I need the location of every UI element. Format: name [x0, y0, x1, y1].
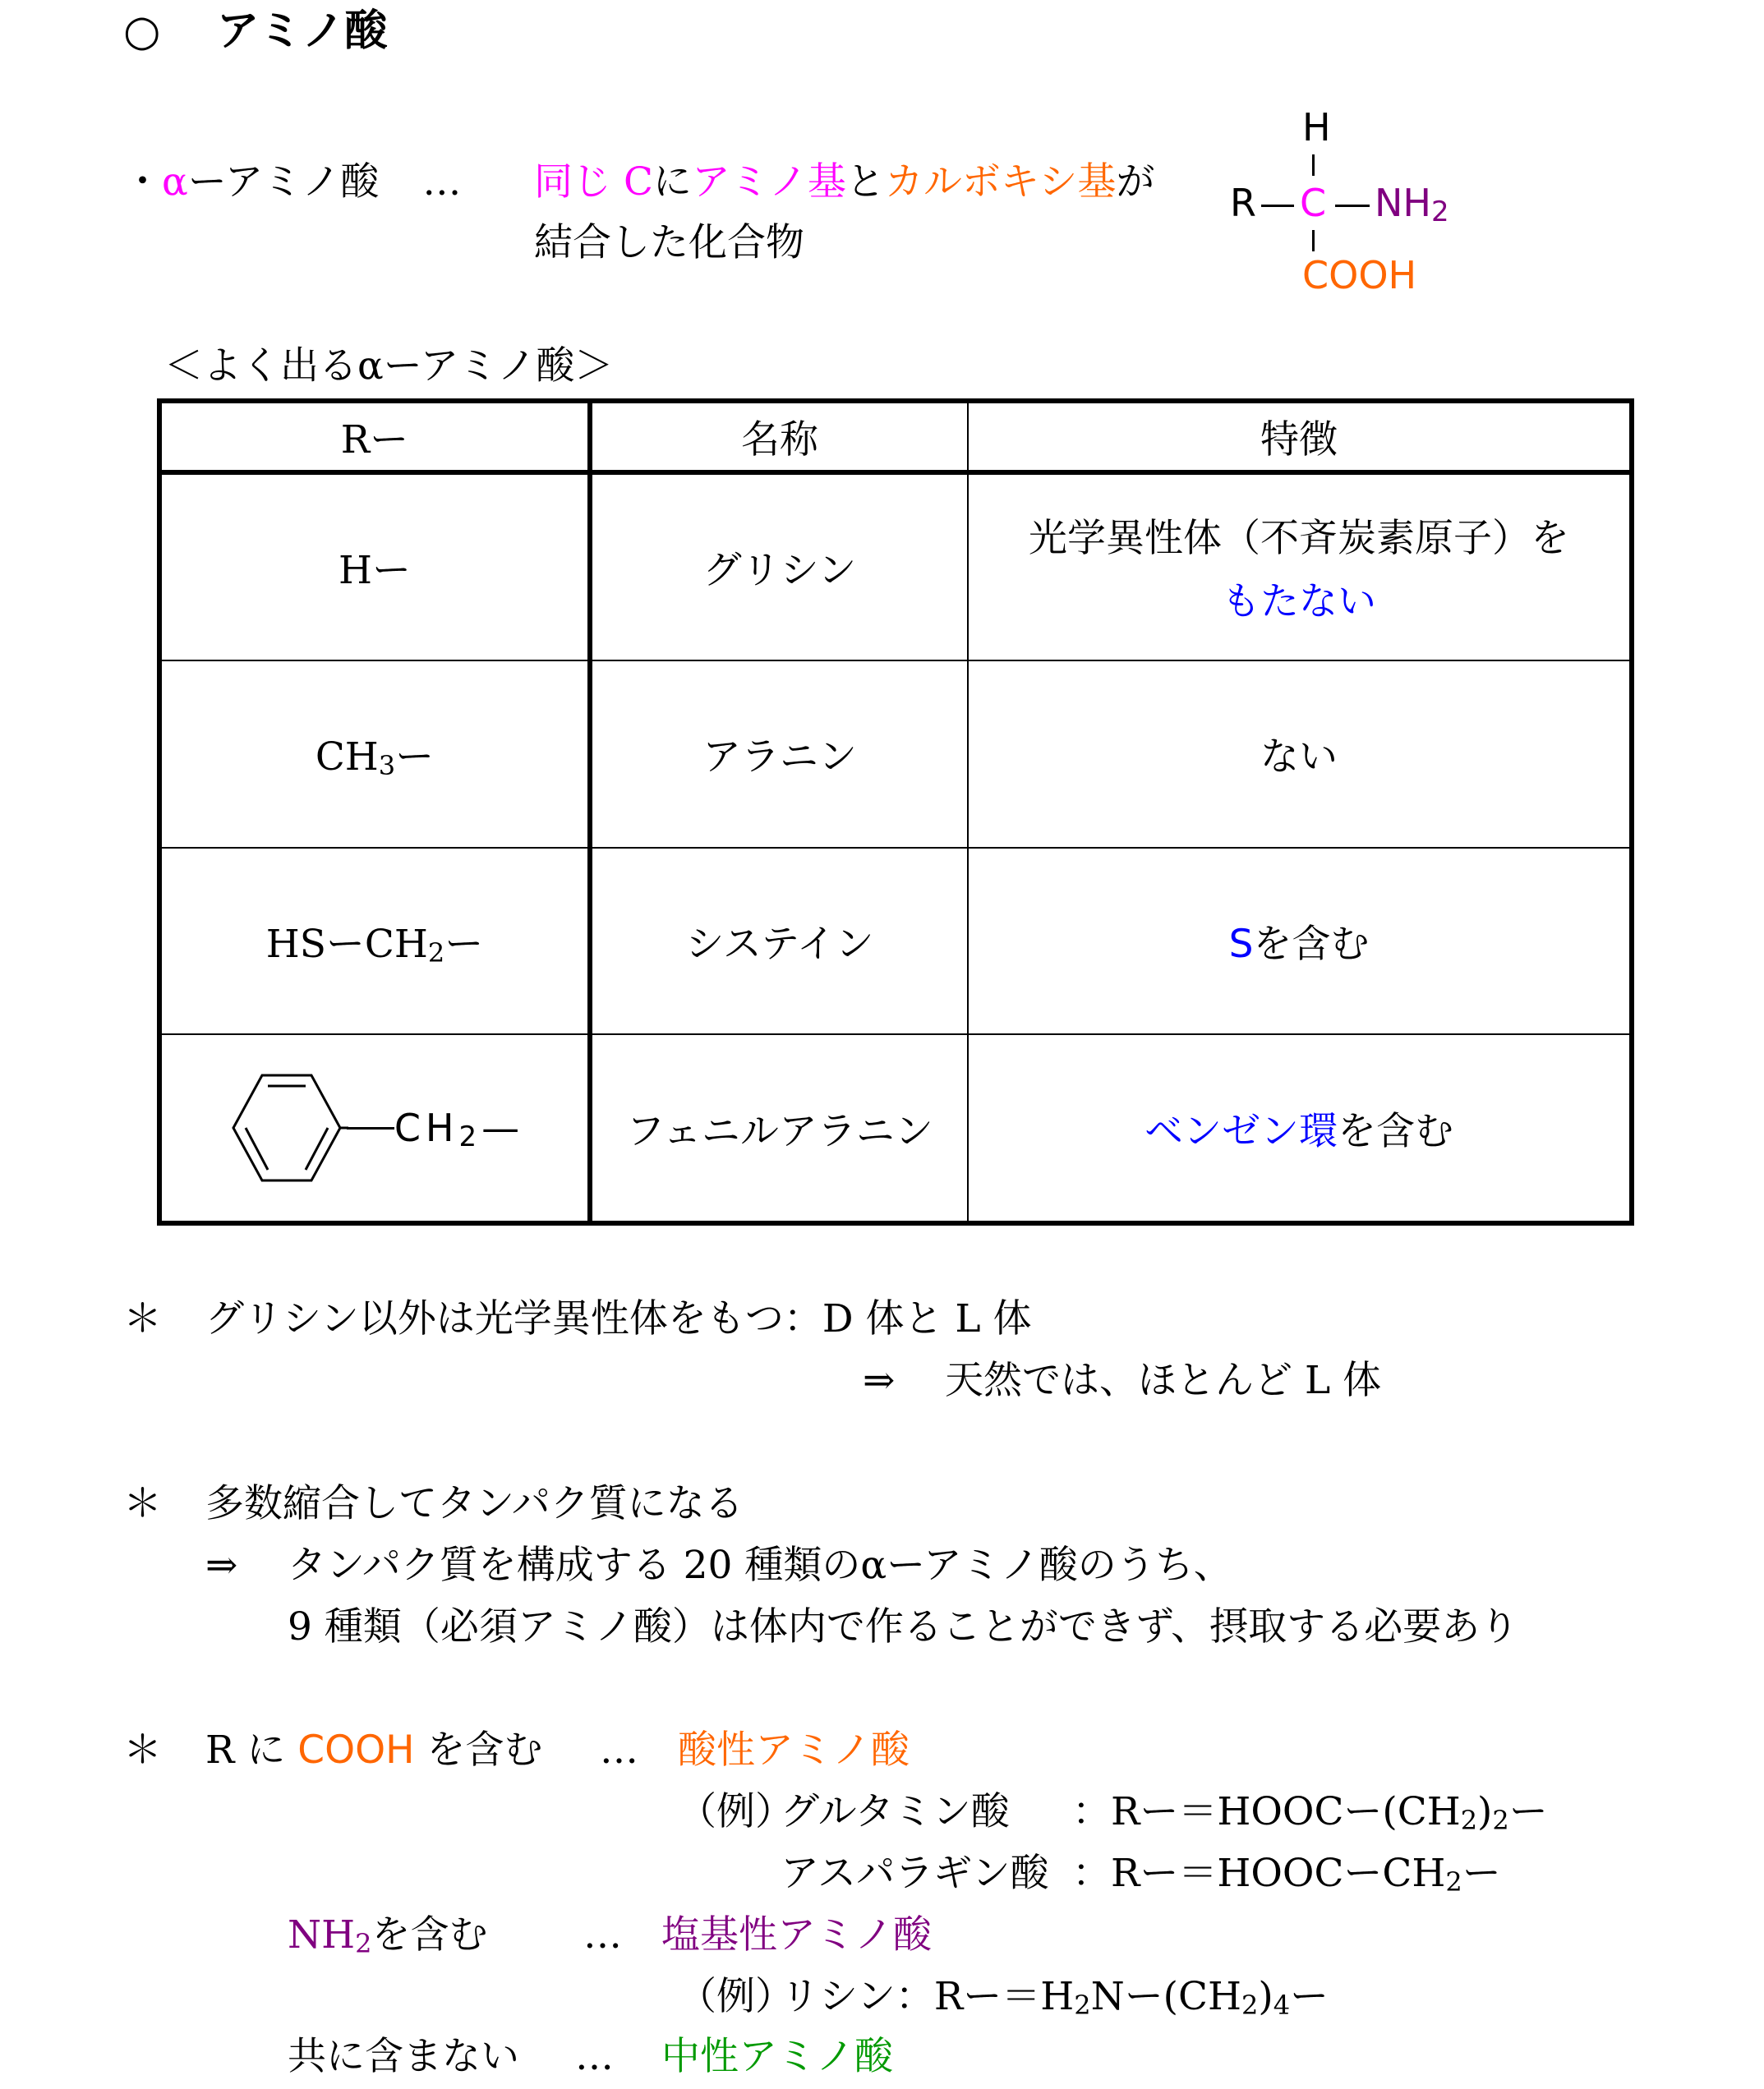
nh2-fukumu-text: を含む: [371, 1912, 488, 1958]
feature-colored: S: [1228, 922, 1254, 968]
table-header-row: [159, 401, 1632, 472]
feature-rest: を含む: [1253, 922, 1370, 968]
cell-r: [159, 660, 590, 848]
basic-amino-acid: 塩基性アミノ酸: [661, 1912, 932, 1958]
definition-ellipsis: …: [422, 159, 462, 205]
note3-ellipsis-3: …: [575, 2034, 614, 2079]
definition-term: ーアミノ酸: [187, 159, 380, 205]
lys-sub2: 2: [1241, 1990, 1259, 2021]
amino-acid-table: [157, 398, 1634, 1226]
note2-star: ＊: [123, 1481, 162, 1526]
ni-text: に: [652, 159, 692, 205]
benzene-ring-icon: [225, 1066, 348, 1189]
note3-nh2-condition: [288, 1914, 487, 1957]
lys-c: ): [1258, 1974, 1273, 2019]
definition-line1: [123, 161, 461, 204]
example-label-2: （例）: [678, 1974, 794, 2019]
structure-h: H: [1302, 105, 1331, 150]
to-text: と: [845, 159, 885, 205]
neither-text: 共に含まない: [288, 2034, 519, 2079]
header-name: 名称: [590, 401, 968, 472]
lysine-formula: [781, 1974, 1329, 2021]
note2-line3: 9 種類（必須アミノ酸）は体内で作ることができず、摂取する必要あり: [288, 1604, 1519, 1650]
note1-arrow: ⇒: [863, 1358, 896, 1403]
asp-formula-a: ：Rー＝HOOCーCH: [1072, 1851, 1446, 1896]
aspartic-acid-name: アスパラギン酸: [781, 1851, 1049, 1896]
bond-bottom: [1312, 230, 1315, 251]
neutral-amino-acid: 中性アミノ酸: [661, 2034, 893, 2079]
header-r: Rー: [159, 401, 590, 472]
wo-fukumu-text: を含む: [426, 1728, 543, 1773]
note2-arrow: ⇒: [205, 1543, 238, 1588]
benzyl-structure: [162, 1066, 587, 1189]
lys-d: ー: [1290, 1974, 1329, 2019]
note1-line1: グリシン以外は光学異性体をもつ：D 体と L 体: [205, 1296, 1032, 1341]
cell-feature: [968, 472, 1632, 661]
heading: [123, 8, 388, 55]
note2-line2: タンパク質を構成する 20 種類のαーアミノ酸のうち、: [288, 1543, 1232, 1588]
cell-name: フェニルアラニン: [590, 1034, 968, 1223]
glu-formula-b: ): [1477, 1789, 1493, 1834]
note3-cooh-condition: [205, 1729, 542, 1772]
cell-r: [159, 1034, 590, 1223]
benzyl-tail: —: [481, 1106, 525, 1151]
table-row: [159, 848, 1632, 1035]
glu-formula-c: ー: [1508, 1789, 1548, 1834]
glutamic-acid-formula: [1072, 1791, 1548, 1834]
cooh-text: COOH: [297, 1728, 415, 1773]
definition-bullet: ・: [123, 159, 162, 205]
glu-formula-sub: 2: [1460, 1805, 1478, 1836]
structure-r: R: [1230, 181, 1256, 225]
r-tail: ー: [444, 922, 484, 968]
note3-ellipsis: …: [600, 1728, 638, 1773]
structure-cooh: COOH: [1302, 253, 1417, 297]
note3-ellipsis-2: …: [583, 1912, 622, 1958]
benzyl-ch-sub: 2: [458, 1120, 482, 1154]
r-tail: ー: [395, 734, 435, 780]
feature-colored: ベンゼン環: [1145, 1108, 1338, 1154]
table-row: [159, 1034, 1632, 1223]
structure-c: C: [1300, 181, 1327, 225]
structure-nh: NH: [1375, 181, 1431, 225]
structure-nh-sub: 2: [1431, 196, 1449, 228]
r-main: CH: [315, 734, 379, 780]
cell-r: Hー: [159, 472, 590, 661]
definition-text: [534, 161, 1154, 204]
lys-b: Nー(CH: [1090, 1974, 1241, 2019]
structure-nh2: [1375, 181, 1449, 228]
aspartic-acid-formula: [1072, 1851, 1501, 1898]
feature-line2: もたない: [1222, 579, 1376, 625]
r-ni-text: R に: [205, 1728, 286, 1773]
feature-line1: 光学異性体（不斉炭素原子）を: [1029, 516, 1569, 562]
cell-name: システイン: [590, 848, 968, 1035]
header-feature: 特徴: [968, 401, 1632, 472]
acidic-amino-acid: 酸性アミノ酸: [678, 1728, 910, 1773]
table-row: [159, 472, 1632, 661]
r-sub: 2: [427, 937, 445, 969]
bond-top: [1312, 154, 1315, 176]
example-label-1: （例）: [678, 1789, 794, 1834]
cell-feature: [968, 848, 1632, 1035]
definition-line2: 結合した化合物: [534, 220, 804, 265]
nh2-text: [288, 1912, 371, 1958]
lys-a: リシン：Rー＝H: [781, 1974, 1075, 2019]
nh2-sub: 2: [355, 1928, 372, 1959]
heading-bullet: ○: [123, 7, 161, 56]
cell-r: [159, 848, 590, 1035]
page-title: アミノ酸: [216, 7, 388, 56]
cell-name: アラニン: [590, 660, 968, 848]
glu-formula-a: ：Rー＝HOOCー(CH: [1072, 1789, 1461, 1834]
nh2-main: NH: [288, 1912, 356, 1958]
benzyl-ch: CH: [394, 1106, 459, 1151]
feature-rest: を含む: [1338, 1108, 1453, 1154]
carboxy-group-text: カルボキシ基: [884, 159, 1117, 205]
glu-formula-sub2: 2: [1492, 1805, 1509, 1836]
cell-feature: ない: [968, 660, 1632, 848]
cell-feature: [968, 1034, 1632, 1223]
table-caption: ＜よく出るαーアミノ酸＞: [164, 343, 614, 389]
same-c-text: 同じ C: [534, 159, 653, 205]
glutamic-acid-name: グルタミン酸: [781, 1789, 1010, 1834]
note1-line2: 天然では、ほとんど L 体: [945, 1358, 1382, 1403]
bond-right: [1335, 205, 1370, 207]
r-main: HSーCH: [265, 922, 428, 968]
bond-left: [1261, 205, 1294, 207]
benzyl-ch2: [394, 1106, 525, 1154]
table-row: [159, 660, 1632, 848]
r-sub: 3: [378, 750, 396, 782]
cell-name: グリシン: [590, 472, 968, 661]
note2-line1: 多数縮合してタンパク質になる: [205, 1481, 744, 1526]
benzyl-bond: [347, 1127, 394, 1130]
note3-star: ＊: [123, 1728, 162, 1773]
ga-text: が: [1116, 159, 1155, 205]
asp-formula-b: ー: [1462, 1851, 1501, 1896]
lys-sub1: 2: [1074, 1990, 1091, 2021]
alpha-symbol: α: [162, 159, 188, 205]
amino-group-text: アミノ基: [691, 159, 846, 205]
note1-star: ＊: [123, 1296, 162, 1341]
asp-formula-sub: 2: [1445, 1866, 1462, 1898]
lys-sub3: 4: [1273, 1990, 1291, 2021]
